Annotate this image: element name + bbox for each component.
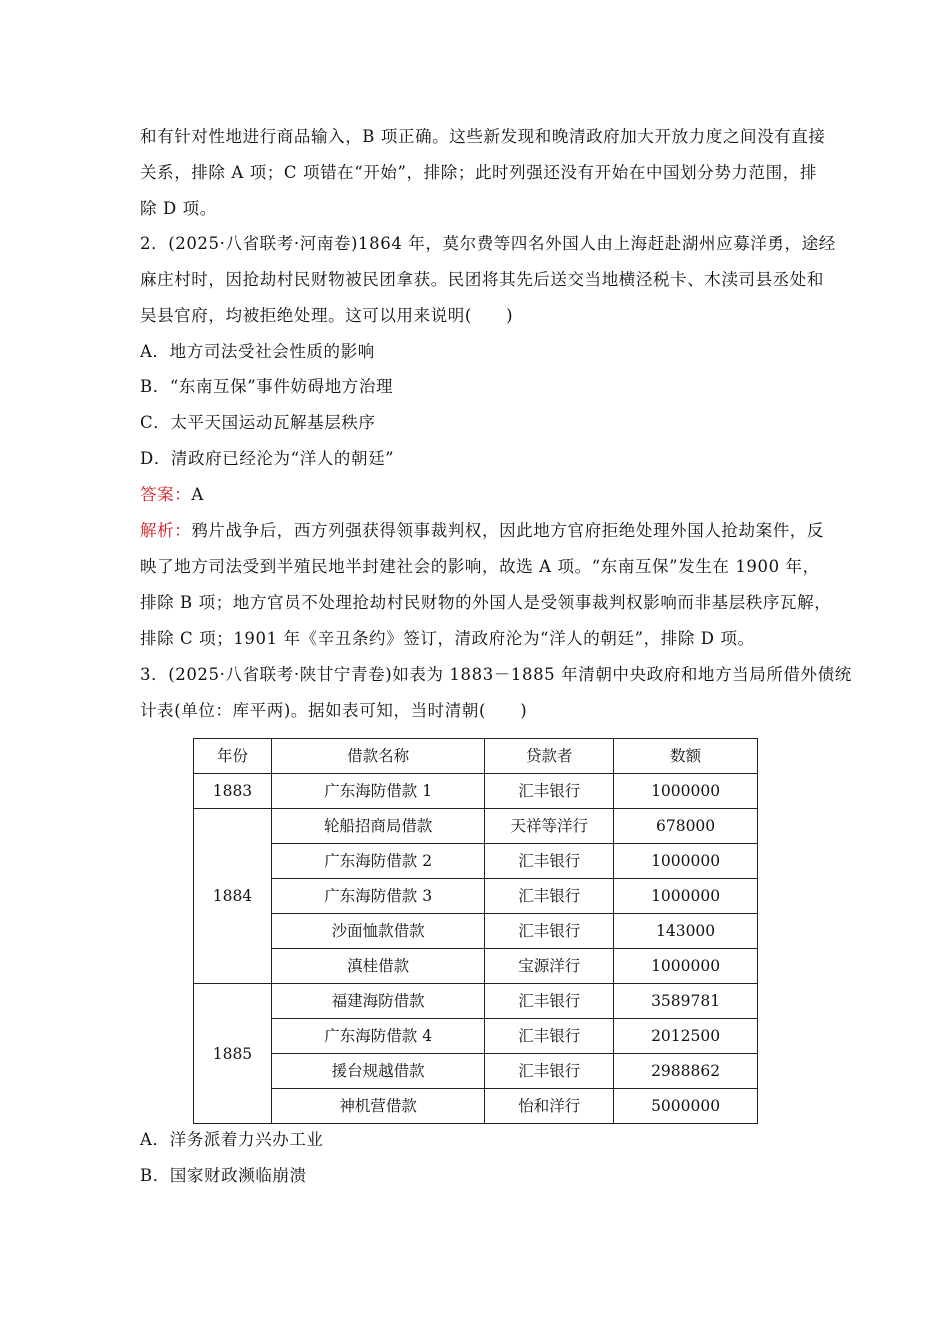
table-row [194,809,758,844]
lender-cell: 汇丰银行 [485,984,614,1019]
q2-answer [140,484,812,506]
loan-name-cell: 沙面恤款借款 [271,914,485,949]
header-loan-name: 借款名称 [271,739,485,774]
amount-cell: 1000000 [614,879,758,914]
lender-cell: 汇丰银行 [485,844,614,879]
loan-name-cell: 轮船招商局借款 [271,809,485,844]
q2-stem-line-1: 2．(2025·八省联考·河南卷)1864 年，莫尔费等四名外国人由上海赶赴湖州应募洋勇，途经 [140,234,836,253]
header-amount: 数额 [614,739,758,774]
q2-analysis-line-2: 映了地方司法受到半殖民地半封建社会的影响，故选 A 项。“东南互保”发生在 1900 年， [140,557,820,576]
amount-cell: 3589781 [614,984,758,1019]
table-row [194,1019,758,1054]
loan-name-cell: 福建海防借款 [271,984,485,1019]
lender-cell: 汇丰银行 [485,879,614,914]
intro-line-2: 关系，排除 A 项；C 项错在“开始”，排除；此时列强还没有开始在中国划分势力范围，排 [140,163,817,182]
table-row [194,914,758,949]
table-row [194,984,758,1019]
q3-option-b: B．国家财政濒临崩溃 [140,1166,307,1185]
loan-name-cell: 广东海防借款 2 [271,844,485,879]
loan-name-cell: 神机营借款 [271,1089,485,1124]
table-row [194,774,758,809]
loan-table [193,738,758,1124]
table-row [194,844,758,879]
lender-cell: 天祥等洋行 [485,809,614,844]
lender-cell: 汇丰银行 [485,1019,614,1054]
amount-cell: 5000000 [614,1089,758,1124]
q2-stem-line-3: 吴县官府，均被拒绝处理。这可以用来说明( ) [140,306,514,325]
amount-cell: 1000000 [614,949,758,984]
intro-line-3: 除 D 项。 [140,199,217,218]
year-cell: 1883 [194,774,272,809]
lender-cell: 汇丰银行 [485,1054,614,1089]
q2-option-c: C．太平天国运动瓦解基层秩序 [140,413,376,432]
header-lender: 贷款者 [485,739,614,774]
amount-cell: 1000000 [614,774,758,809]
table-row [194,1054,758,1089]
q2-option-b: B．“东南互保”事件妨碍地方治理 [140,377,394,396]
amount-cell: 2988862 [614,1054,758,1089]
q2-option-d: D．清政府已经沦为“洋人的朝廷” [140,449,395,468]
amount-cell: 143000 [614,914,758,949]
table-row [194,949,758,984]
amount-cell: 678000 [614,809,758,844]
loan-name-cell: 广东海防借款 1 [271,774,485,809]
q3-stem-line-2: 计表(单位：库平两)。据如表可知，当时清朝( ) [140,701,528,720]
loan-name-cell: 援台规越借款 [271,1054,485,1089]
q2-analysis-line-1 [140,520,825,542]
amount-cell: 2012500 [614,1019,758,1054]
header-year: 年份 [194,739,272,774]
table-row [194,879,758,914]
loan-name-cell: 广东海防借款 3 [271,879,485,914]
q2-option-a: A．地方司法受社会性质的影响 [140,342,375,361]
lender-cell: 宝源洋行 [485,949,614,984]
table-row [194,1089,758,1124]
loan-name-cell: 滇桂借款 [271,949,485,984]
answer-label: 答案： [140,485,192,504]
q3-stem-line-1: 3．(2025·八省联考·陕甘宁青卷)如表为 1883－1885 年清朝中央政府和地方当局所借外债统 [140,665,852,684]
year-cell: 1884 [194,809,272,984]
q2-analysis-line-4: 排除 C 项；1901 年《辛丑条约》签订，清政府沦为“洋人的朝廷”，排除 D 项。 [140,629,755,648]
loan-name-cell: 广东海防借款 4 [271,1019,485,1054]
amount-cell: 1000000 [614,844,758,879]
analysis-label: 解析： [140,521,192,540]
lender-cell: 怡和洋行 [485,1089,614,1124]
lender-cell: 汇丰银行 [485,774,614,809]
analysis-text: 鸦片战争后，西方列强获得领事裁判权，因此地方官府拒绝处理外国人抢劫案件，反 [191,521,825,540]
answer-value: A [191,485,204,504]
year-cell: 1885 [194,984,272,1124]
intro-line-1: 和有针对性地进行商品输入，B 项正确。这些新发现和晚清政府加大开放力度之间没有直接 [140,127,826,146]
q2-analysis-line-3: 排除 B 项；地方官员不处理抢劫村民财物的外国人是受领事裁判权影响而非基层秩序瓦解， [140,593,832,612]
lender-cell: 汇丰银行 [485,914,614,949]
q3-option-a: A．洋务派着力兴办工业 [140,1130,324,1149]
q2-stem-line-2: 麻庄村时，因抢劫村民财物被民团拿获。民团将其先后送交当地横泾税卡、木渎司县丞处和 [140,270,824,289]
table-header-row [194,739,758,774]
